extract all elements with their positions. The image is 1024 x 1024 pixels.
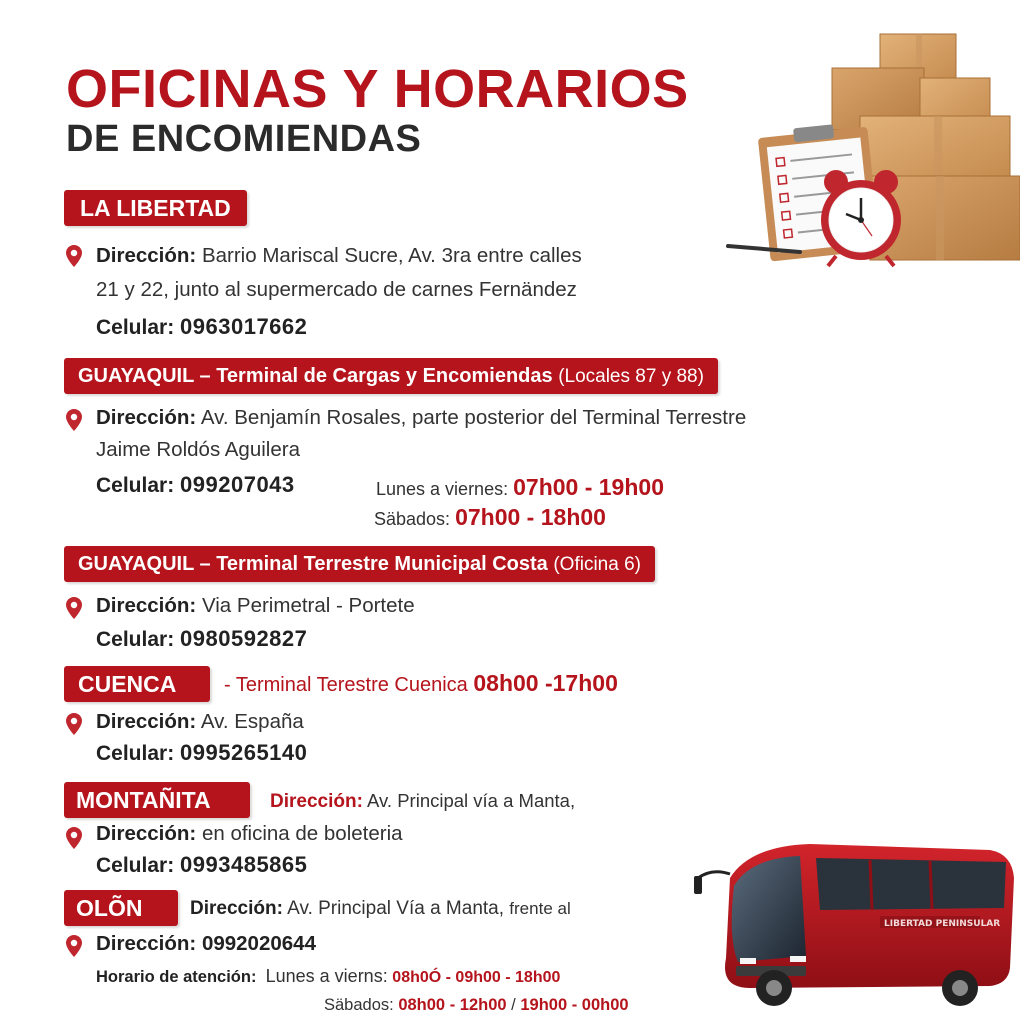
location-pin-icon [64,934,84,958]
gye2-address: Dirección: Via Perimetral - Portete [96,594,415,617]
badge-guayaquil-terminal-costa: GUAYAQUIL – Terminal Terrestre Municipal Costa (Oficina 6) [64,546,655,582]
olon-side-address: Dirección: Av. Principal Vía a Manta, frente al [190,898,571,919]
montanita-side-address: Dirección: Av. Principal vía a Manta, [270,790,576,812]
cuenca-terminal: - Terminal Terestre Cuenica 08h00 -17h00 [224,670,618,696]
montanita-phone: Celular: 0993485865 [96,852,308,877]
badge-guayaquil-terminal-cargas: GUAYAQUIL – Terminal de Cargas y Encomiendas (Locales 87 y 88) [64,358,718,394]
location-pin-icon [64,244,84,268]
boxes-clock-illustration [720,28,1020,278]
gye1-address-line2: Jaime Roldós Aguilera [96,438,300,461]
cuenca-address: Dirección: Av. España [96,710,304,733]
location-pin-icon [64,408,84,432]
olon-saturday-hours: Säbados: 08h00 - 12h00 / 19h00 - 00h00 [324,996,629,1014]
badge-cuenca: CUENCA [64,666,210,702]
cuenca-phone: Celular: 0995265140 [96,740,308,765]
gye1-address-line1: Dirección: Av. Benjamín Rosales, parte posterior del Terminal Terrestre [96,406,747,429]
badge-la-libertad: LA LIBERTAD [64,190,247,226]
page-title: OFICINAS Y HORARIOS [66,59,689,119]
page-subtitle: DE ENCOMIENDAS [66,118,422,160]
libertad-address-line1: Dirección: Barrio Mariscal Sucre, Av. 3ra entre calles [96,244,582,267]
badge-olon: OLÕN [64,890,178,926]
gye1-weekday-hours: Lunes a viernes: 07h00 - 19h00 [376,474,664,500]
location-pin-icon [64,826,84,850]
location-pin-icon [64,712,84,736]
gye1-phone: Celular: 099207043 [96,472,295,497]
olon-weekday-hours: Horario de atención: Lunes a vierns: 08h0Ó - 09h00 - 18h00 [96,966,561,986]
gye2-phone: Celular: 0980592827 [96,626,308,651]
bus-icon [690,838,1020,1018]
location-pin-icon [64,596,84,620]
montanita-address: Dirección: en oficina de boleteria [96,822,403,845]
olon-address: Dirección: 0992020644 [96,932,316,955]
libertad-phone: Celular: 0963017662 [96,314,308,339]
badge-montanita: MONTAÑITA [64,782,250,818]
libertad-address-line2: 21 y 22, junto al supermercado de carnes Fernändez [96,278,577,301]
gye1-saturday-hours: Säbados: 07h00 - 18h00 [374,504,606,530]
bus-livery-text: LIBERTAD PENINSULAR [884,919,1001,929]
